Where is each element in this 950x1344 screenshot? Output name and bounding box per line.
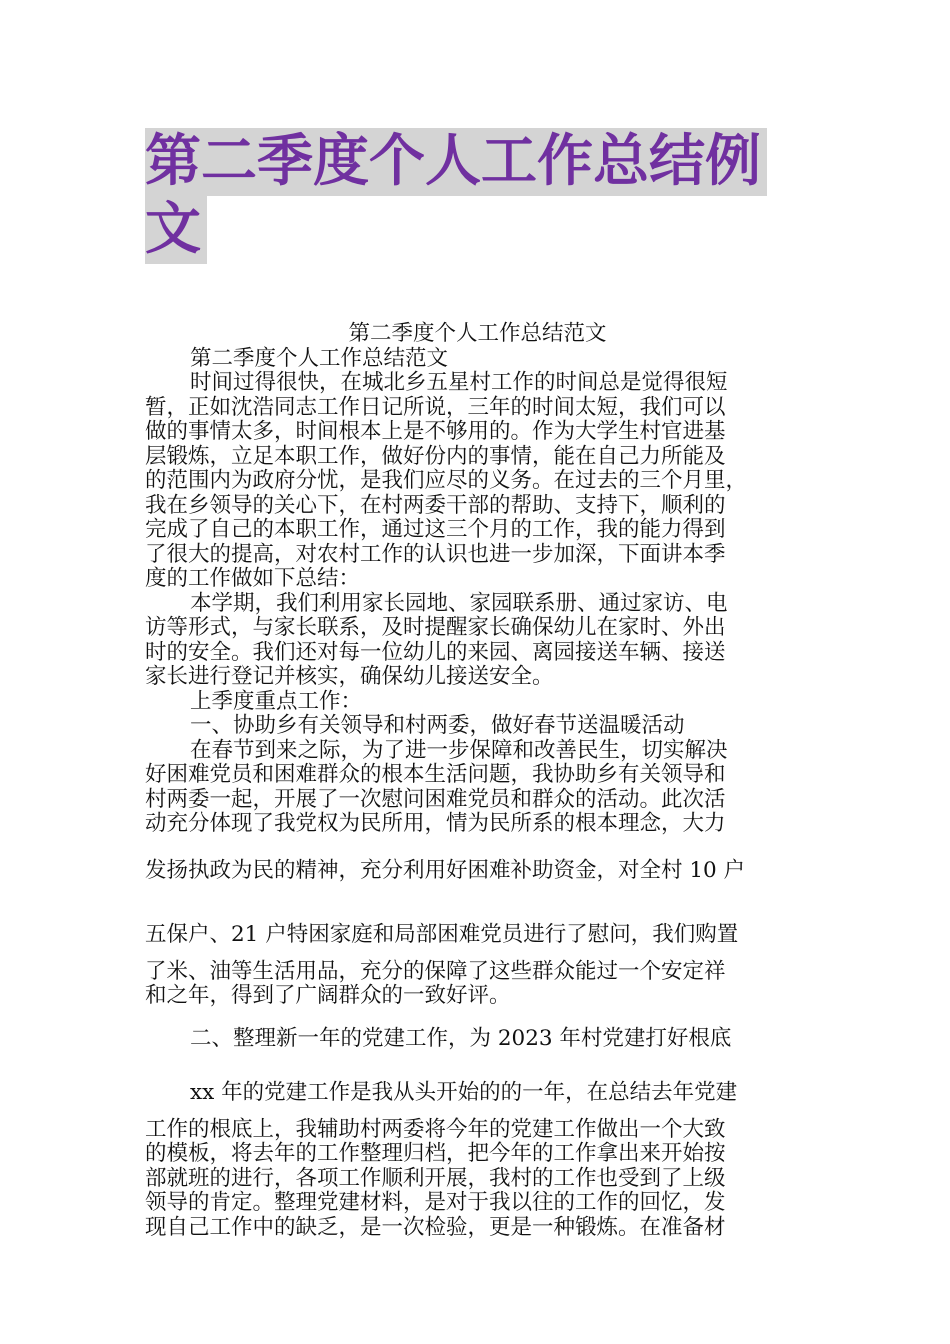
document-body [145, 322, 810, 1240]
paragraph-line: 了米、油等生活用品，充分的保障了这些群众能过一个安定祥 [145, 958, 726, 984]
paragraph-line: 领导的肯定。整理党建材料，是对于我以往的工作的回忆，发 [145, 1190, 726, 1215]
paragraph-line: 访等形式，与家长联系，及时提醒家长确保幼儿在家时、外出 [145, 615, 726, 640]
paragraph-line: 时的安全。我们还对每一位幼儿的来园、离园接送车辆、接送 [145, 639, 726, 665]
paragraph-line: 动充分体现了我党权为民所用，情为民所系的根本理念，大力 [145, 811, 726, 836]
paragraph-line: 发扬执政为民的精神，充分利用好困难补助资金，对全村 10 户 [145, 857, 746, 883]
document-title [145, 128, 815, 264]
paragraph-line: 部就班的进行，各项工作顺利开展，我村的工作也受到了上级 [145, 1165, 726, 1191]
paragraph-line: 的范围内为政府分忧，是我们应尽的义务。在过去的三个月里， [145, 468, 748, 493]
paragraph-line: 家长进行登记并核实，确保幼儿接送安全。 [145, 664, 554, 689]
paragraph-line: 完成了自己的本职工作，通过这三个月的工作，我的能力得到 [145, 517, 726, 542]
paragraph-line: 村两委一起，开展了一次慰问困难党员和群众的活动。此次活 [145, 786, 726, 812]
paragraph-line: 本学期，我们利用家长园地、家园联系册、通过家访、电 [190, 590, 728, 616]
paragraph-line: 层锻炼，立足本职工作，做好份内的事情，能在自己力所能及 [145, 443, 726, 469]
paragraph-line: xx 年的党建工作是我从头开始的的一年，在总结去年党建 [190, 1080, 738, 1105]
paragraph-line: 工作的根底上，我辅助村两委将今年的党建工作做出一个大致 [145, 1116, 726, 1142]
paragraph-line: 了很大的提高，对农村工作的认识也进一步加深，下面讲本季 [145, 541, 726, 567]
paragraph-line: 度的工作做如下总结： [145, 566, 361, 591]
paragraph-line: 在春节到来之际，为了进一步保障和改善民生，切实解决 [190, 737, 728, 763]
paragraph-line: 做的事情太多，时间根本上是不够用的。作为大学生村官进基 [145, 419, 726, 444]
paragraph-line: 和之年，得到了广阔群众的一致好评。 [145, 983, 511, 1008]
paragraph-line: 时间过得很快，在城北乡五星村工作的时间总是觉得很短 [190, 370, 728, 395]
paragraph-line: 五保户、21 户特困家庭和局部困难党员进行了慰问，我们购置 [145, 922, 739, 947]
body-subheading: 第二季度个人工作总结范文 [190, 345, 449, 371]
title-line-2: 文 [145, 196, 207, 264]
title-line-1: 第二季度个人工作总结例 [145, 128, 767, 196]
section-heading: 二、整理新一年的党建工作，为 2023 年村党建打好根底 [190, 1025, 732, 1051]
paragraph-line: 的模板，将去年的工作整理归档，把今年的工作拿出来开始按 [145, 1141, 726, 1166]
section-label: 上季度重点工作： [190, 688, 363, 714]
paragraph-line: 好困难党员和困难群众的根本生活问题，我协助乡有关领导和 [145, 762, 726, 787]
section-heading: 一、协助乡有关领导和村两委，做好春节送温暖活动 [190, 713, 685, 738]
body-heading: 第二季度个人工作总结范文 [348, 321, 607, 346]
paragraph-line: 暂，正如沈浩同志工作日记所说，三年的时间太短，我们可以 [145, 394, 726, 420]
paragraph-line: 我在乡领导的关心下，在村两委干部的帮助、支持下，顺利的 [145, 492, 726, 518]
paragraph-line: 现自己工作中的缺乏，是一次检验，更是一种锻炼。在准备材 [145, 1214, 726, 1240]
